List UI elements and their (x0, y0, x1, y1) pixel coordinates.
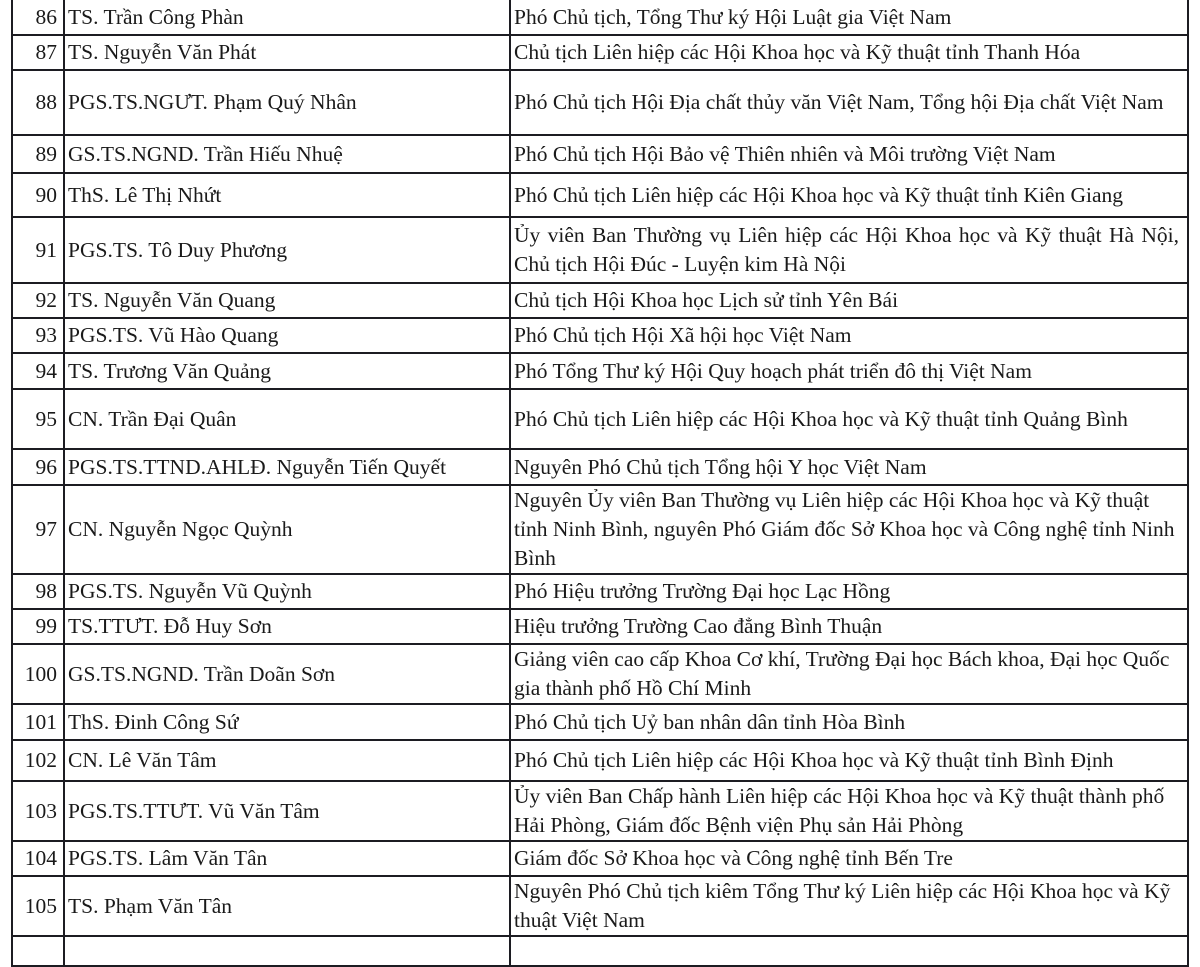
person-name-cell: PGS.TS.TTND.AHLĐ. Nguyễn Tiến Quyết (64, 449, 510, 485)
table-row (12, 70, 1188, 135)
position-cell: Ủy viên Ban Thường vụ Liên hiệp các Hội Khoa học và Kỹ thuật Hà Nội, Chủ tịch Hội Đúc - Luyện kim Hà Nội (510, 217, 1188, 283)
row-number-cell: 88 (12, 70, 64, 135)
table-row (12, 173, 1188, 217)
row-number-cell: 90 (12, 173, 64, 217)
table-row (12, 740, 1188, 781)
row-number-cell: 86 (12, 0, 64, 35)
table-row (12, 704, 1188, 740)
position-cell: Ủy viên Ban Chấp hành Liên hiệp các Hội Khoa học và Kỹ thuật thành phố Hải Phòng, Giám đốc Bệnh viện Phụ sản Hải Phòng (510, 781, 1188, 841)
document-page (11, 0, 1187, 967)
position-cell: Giám đốc Sở Khoa học và Công nghệ tỉnh Bến Tre (510, 841, 1188, 876)
position-cell: Giảng viên cao cấp Khoa Cơ khí, Trường Đại học Bách khoa, Đại học Quốc gia thành phố Hồ Chí Minh (510, 644, 1188, 704)
row-number-cell: 103 (12, 781, 64, 841)
row-number-cell: 96 (12, 449, 64, 485)
person-name-cell: GS.TS.NGND. Trần Doãn Sơn (64, 644, 510, 704)
table-row (12, 135, 1188, 173)
table-row (12, 644, 1188, 704)
person-name-cell: TS. Trương Văn Quảng (64, 353, 510, 389)
table-row (12, 449, 1188, 485)
row-number-cell: 101 (12, 704, 64, 740)
position-cell: Phó Chủ tịch Liên hiệp các Hội Khoa học và Kỹ thuật tỉnh Kiên Giang (510, 173, 1188, 217)
row-number-cell: 95 (12, 389, 64, 449)
person-name-cell: PGS.TS.NGƯT. Phạm Quý Nhân (64, 70, 510, 135)
row-number-cell: 94 (12, 353, 64, 389)
row-number-cell: 105 (12, 876, 64, 936)
position-cell: Phó Chủ tịch, Tổng Thư ký Hội Luật gia Việt Nam (510, 0, 1188, 35)
person-name-cell: PGS.TS. Tô Duy Phương (64, 217, 510, 283)
person-name-cell: CN. Trần Đại Quân (64, 389, 510, 449)
person-name-cell: TS. Phạm Văn Tân (64, 876, 510, 936)
person-name-cell: PGS.TS. Vũ Hào Quang (64, 318, 510, 353)
position-cell: Nguyên Phó Chủ tịch kiêm Tổng Thư ký Liên hiệp các Hội Khoa học và Kỹ thuật Việt Nam (510, 876, 1188, 936)
row-number-cell: 104 (12, 841, 64, 876)
position-cell: Chủ tịch Hội Khoa học Lịch sử tỉnh Yên Bái (510, 283, 1188, 318)
position-cell: Phó Chủ tịch Hội Địa chất thủy văn Việt Nam, Tổng hội Địa chất Việt Nam (510, 70, 1188, 135)
row-number-cell: 92 (12, 283, 64, 318)
table-row (12, 841, 1188, 876)
position-cell: Phó Chủ tịch Liên hiệp các Hội Khoa học và Kỹ thuật tỉnh Bình Định (510, 740, 1188, 781)
row-number-cell: 93 (12, 318, 64, 353)
position-cell: Hiệu trưởng Trường Cao đẳng Bình Thuận (510, 609, 1188, 644)
person-name-cell: TS.TTƯT. Đỗ Huy Sơn (64, 609, 510, 644)
position-cell: Phó Chủ tịch Liên hiệp các Hội Khoa học và Kỹ thuật tỉnh Quảng Bình (510, 389, 1188, 449)
table-row (12, 318, 1188, 353)
table-row (12, 353, 1188, 389)
person-name-cell: CN. Lê Văn Tâm (64, 740, 510, 781)
person-name-cell: PGS.TS.TTƯT. Vũ Văn Tâm (64, 781, 510, 841)
row-number-cell: 100 (12, 644, 64, 704)
position-cell: Phó Hiệu trưởng Trường Đại học Lạc Hồng (510, 574, 1188, 609)
row-number-cell: 99 (12, 609, 64, 644)
roster-table-body (12, 0, 1188, 966)
row-number-cell: 102 (12, 740, 64, 781)
table-row (12, 217, 1188, 283)
row-number-cell: 87 (12, 35, 64, 70)
table-row (12, 876, 1188, 936)
table-row (12, 609, 1188, 644)
position-cell: Phó Tổng Thư ký Hội Quy hoạch phát triển đô thị Việt Nam (510, 353, 1188, 389)
person-name-cell: PGS.TS. Nguyễn Vũ Quỳnh (64, 574, 510, 609)
position-cell: Nguyên Ủy viên Ban Thường vụ Liên hiệp các Hội Khoa học và Kỹ thuật tỉnh Ninh Bình, nguyên Phó Giám đốc Sở Khoa học và Công nghệ tỉnh Ninh Bình (510, 485, 1188, 574)
table-row (12, 781, 1188, 841)
table-row (12, 485, 1188, 574)
position-cell: Phó Chủ tịch Hội Xã hội học Việt Nam (510, 318, 1188, 353)
table-row (12, 0, 1188, 35)
person-name-cell: GS.TS.NGND. Trần Hiếu Nhuệ (64, 135, 510, 173)
table-row (12, 574, 1188, 609)
row-number-cell: 98 (12, 574, 64, 609)
row-number-cell: 97 (12, 485, 64, 574)
row-number-cell: 91 (12, 217, 64, 283)
person-name-cell: TS. Nguyễn Văn Quang (64, 283, 510, 318)
person-name-cell: TS. Trần Công Phàn (64, 0, 510, 35)
person-name-cell: TS. Nguyễn Văn Phát (64, 35, 510, 70)
person-name-cell: ThS. Đinh Công Sứ (64, 704, 510, 740)
position-cell: Phó Chủ tịch Uỷ ban nhân dân tỉnh Hòa Bình (510, 704, 1188, 740)
roster-table (11, 0, 1189, 967)
person-name-cell: PGS.TS. Lâm Văn Tân (64, 841, 510, 876)
position-cell: Nguyên Phó Chủ tịch Tổng hội Y học Việt Nam (510, 449, 1188, 485)
position-cell: Phó Chủ tịch Hội Bảo vệ Thiên nhiên và Môi trường Việt Nam (510, 135, 1188, 173)
table-row (12, 389, 1188, 449)
position-cell: Chủ tịch Liên hiệp các Hội Khoa học và Kỹ thuật tỉnh Thanh Hóa (510, 35, 1188, 70)
row-number-cell: 89 (12, 135, 64, 173)
person-name-cell: CN. Nguyễn Ngọc Quỳnh (64, 485, 510, 574)
table-row (12, 35, 1188, 70)
person-name-cell: ThS. Lê Thị Nhứt (64, 173, 510, 217)
table-row (12, 283, 1188, 318)
